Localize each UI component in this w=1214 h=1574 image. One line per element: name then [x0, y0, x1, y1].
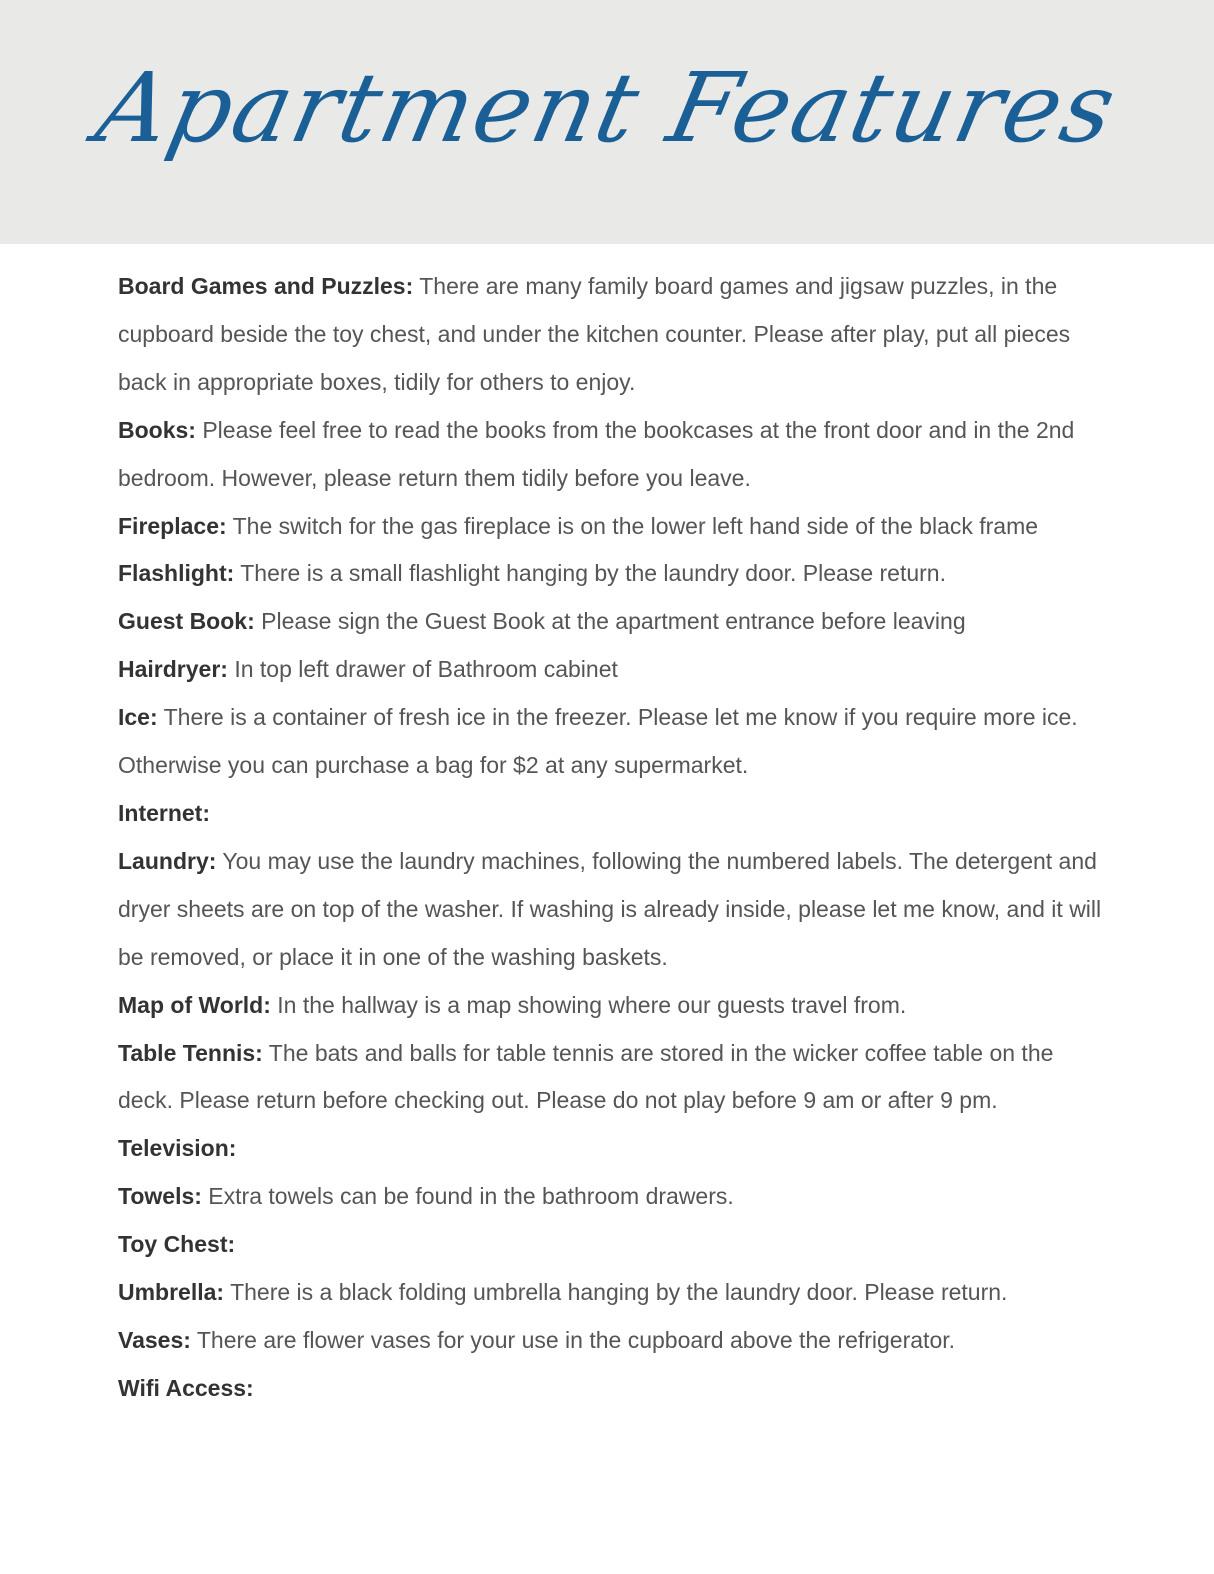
feature-description: In top left drawer of Bathroom cabinet — [227, 656, 618, 683]
feature-term: Toy Chest: — [118, 1231, 236, 1258]
feature-description: The bats and balls for table tennis are stored in the wicker coffee table on the deck. Please return before checking out. Please do not play before 9 am or after 9 pm. — [118, 1039, 1054, 1114]
feature-description: There is a container of fresh ice in the freezer. Please let me know if you require more ice. Otherwise you can purchase a bag for $2 at any supermarket. — [118, 704, 1078, 779]
header-band — [0, 0, 1214, 244]
feature-map-of-world — [118, 982, 1108, 1030]
feature-list — [118, 263, 1108, 1413]
feature-description: There are many family board games and jigsaw puzzles, in the cupboard beside the toy chest, and under the kitchen counter. Please after play, put all pieces back in appropriate boxes, tidily for others to enjoy. — [118, 273, 1071, 395]
feature-term: Wifi Access: — [118, 1374, 254, 1401]
feature-television — [118, 1125, 1108, 1173]
feature-term: Guest Book: — [118, 608, 255, 635]
feature-term: Fireplace: — [118, 512, 227, 539]
feature-table-tennis — [118, 1030, 1108, 1126]
feature-term: Map of World: — [118, 991, 271, 1018]
page-title: Apartment Features — [87, 52, 1127, 164]
feature-term: Umbrella: — [118, 1279, 225, 1306]
feature-description: There are flower vases for your use in the cupboard above the refrigerator. — [190, 1326, 956, 1353]
feature-toy-chest — [118, 1221, 1108, 1269]
feature-vases — [118, 1317, 1108, 1365]
feature-description: Please feel free to read the books from the bookcases at the front door and in the 2nd bedroom. However, please return them tidily before you leave. — [118, 416, 1075, 491]
feature-description: You may use the laundry machines, following the numbered labels. The detergent and dryer sheets are on top of the washer. If washing is already inside, please let me know, and it will be removed, or place it in one of the washing baskets. — [118, 847, 1102, 970]
feature-term: Table Tennis: — [118, 1039, 263, 1066]
feature-term: Board Games and Puzzles: — [118, 273, 414, 299]
feature-term: Internet: — [118, 799, 210, 826]
feature-flashlight — [118, 550, 1108, 598]
feature-fireplace — [118, 503, 1108, 551]
feature-hairdryer — [118, 646, 1108, 694]
feature-term: Towels: — [118, 1183, 202, 1210]
feature-description: Extra towels can be found in the bathroom drawers. — [201, 1183, 734, 1210]
feature-term: Flashlight: — [118, 560, 235, 587]
feature-description: There is a small flashlight hanging by the laundry door. Please return. — [234, 560, 946, 587]
feature-internet — [118, 790, 1108, 838]
feature-description: Please sign the Guest Book at the apartment entrance before leaving — [254, 608, 966, 635]
feature-term: Books: — [118, 416, 196, 443]
feature-guest-book — [118, 598, 1108, 646]
feature-term: Vases: — [118, 1326, 191, 1353]
feature-description: The switch for the gas fireplace is on the lower left hand side of the black frame — [226, 512, 1039, 539]
feature-description: In the hallway is a map showing where our guests travel from. — [270, 991, 907, 1018]
feature-term: Television: — [118, 1135, 237, 1162]
feature-board-games — [118, 263, 1108, 407]
feature-term: Laundry: — [118, 847, 217, 874]
feature-ice — [118, 694, 1108, 790]
feature-term: Ice: — [118, 704, 158, 731]
feature-books — [118, 407, 1108, 503]
feature-laundry — [118, 838, 1108, 982]
feature-towels — [118, 1173, 1108, 1221]
feature-term: Hairdryer: — [118, 656, 228, 683]
feature-description: There is a black folding umbrella hanging by the laundry door. Please return. — [224, 1279, 1008, 1306]
feature-wifi-access — [118, 1365, 1108, 1413]
feature-umbrella — [118, 1269, 1108, 1317]
